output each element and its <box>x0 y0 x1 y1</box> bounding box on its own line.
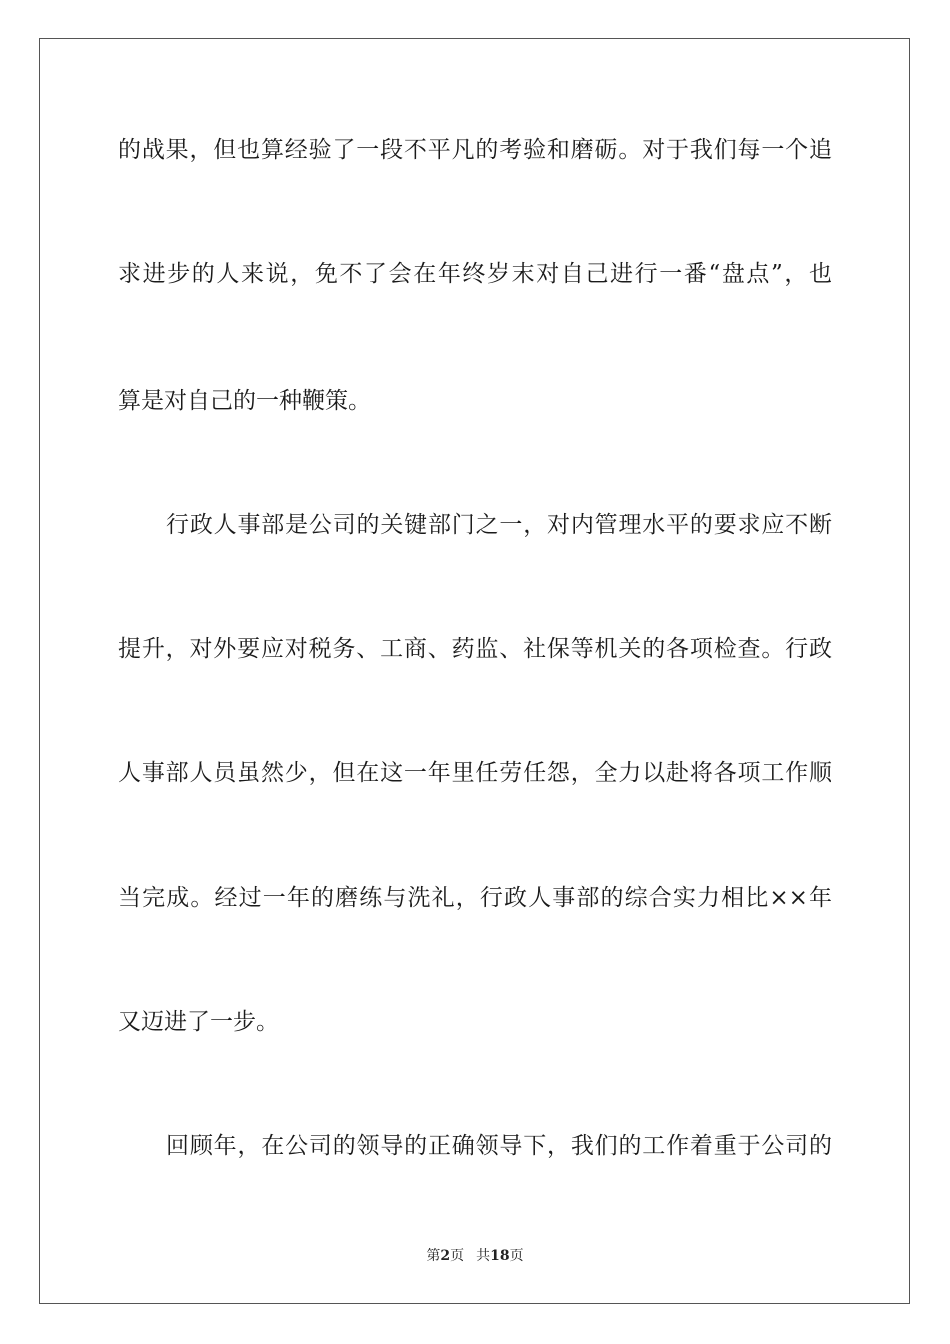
page-number: 2 <box>440 1248 451 1264</box>
paragraph-line: 当完成。经过一年的磨练与洗礼，行政人事部的综合实力相比××年 <box>118 885 832 911</box>
paragraph-line: 回顾年，在公司的领导的正确领导下，我们的工作着重于公司的 <box>166 1133 832 1159</box>
paragraph-line: 又迈进了一步。 <box>118 1009 279 1035</box>
total-pages: 18 <box>490 1248 510 1264</box>
paragraph-line: 提升，对外要应对税务、工商、药监、社保等机关的各项检查。行政 <box>118 636 832 662</box>
paragraph-line: 行政人事部是公司的关键部门之一，对内管理水平的要求应不断 <box>166 512 832 538</box>
total-prefix: 共 <box>476 1248 491 1264</box>
page-suffix: 页 <box>450 1248 465 1264</box>
total-suffix: 页 <box>509 1248 524 1264</box>
paragraph-line: 算是对自己的一种鞭策。 <box>118 388 371 414</box>
paragraph-line: 的战果，但也算经验了一段不平凡的考验和磨砺。对于我们每一个追 <box>118 137 832 163</box>
page-prefix: 第 <box>426 1248 441 1264</box>
paragraph-line: 求进步的人来说，免不了会在年终岁末对自己进行一番“盘点”，也 <box>118 261 832 287</box>
page-border <box>39 38 910 1304</box>
page-footer <box>0 1247 950 1265</box>
paragraph-line: 人事部人员虽然少，但在这一年里任劳任怨，全力以赴将各项工作顺 <box>118 760 832 786</box>
